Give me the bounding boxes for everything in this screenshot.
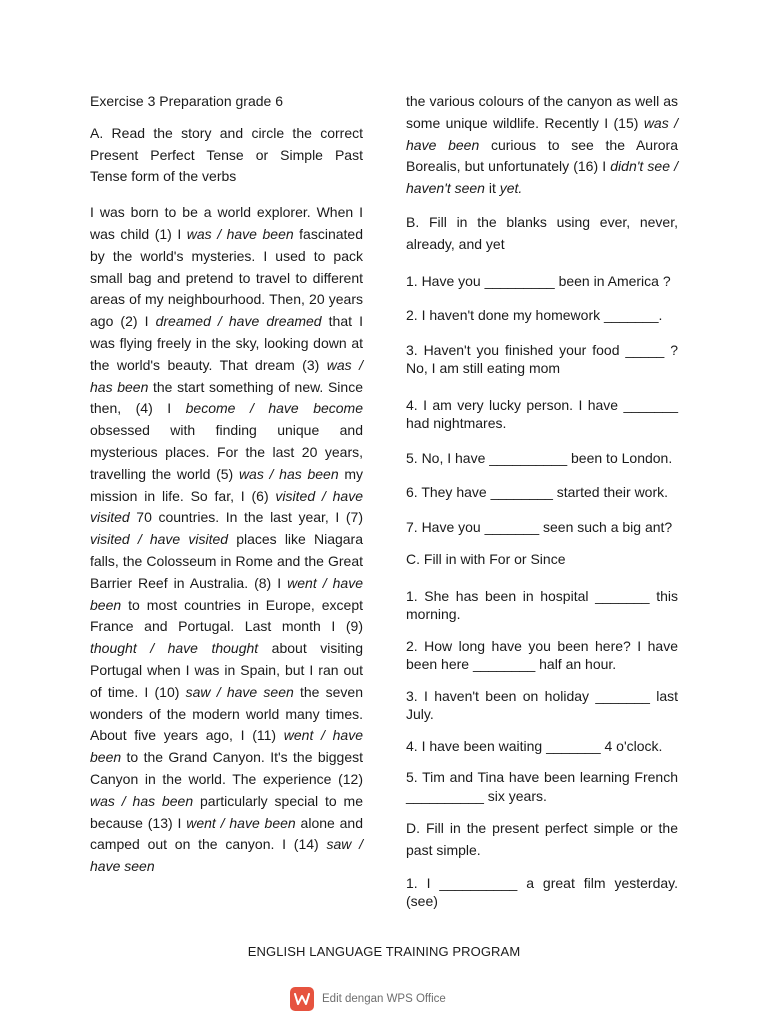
- question-item: 6. They have ________ started their work.: [406, 484, 669, 501]
- question-item: 1. Have you _________ been in America ?: [406, 272, 671, 289]
- story-segment: curious to see the Aurora Borealis, but unfortunately (16) I: [406, 136, 678, 175]
- question-item: 4. I have been waiting _______ 4 o'clock.: [406, 737, 663, 754]
- question-item: 1. I __________ a great film yesterday. (see): [406, 874, 678, 910]
- story-text: [90, 202, 363, 878]
- story-segment: the various colours of the canyon as well as some unique wildlife. Recently I (15): [406, 93, 678, 131]
- question-item: 5. No, I have __________ been to London.: [406, 449, 673, 466]
- verb-choice: went / have been: [90, 574, 363, 613]
- story-segment: 70 countries. In the last year, I (7): [129, 509, 363, 526]
- story-segment: about visiting Portugal when I was in Spain, but I ran out of time. I (10): [90, 640, 363, 700]
- story-segment: that I was flying freely in the sky, looking down at the world's beauty. That dream (3): [90, 313, 363, 373]
- verb-choice: was / has been: [90, 356, 363, 395]
- section-b-heading: B. Fill in the blanks using ever, never, already, and yet: [406, 213, 678, 252]
- section-c-heading: C. Fill in with For or Since: [406, 551, 566, 568]
- story-segment: particularly special to me because (13) I: [90, 792, 364, 831]
- story-segment: the seven wonders of the modern world many times. About five years ago, I (11): [90, 683, 364, 744]
- verb-choice: was / has been: [90, 792, 194, 809]
- verb-choice: saw / have seen: [90, 836, 363, 875]
- verb-choice: went / have been: [186, 814, 296, 831]
- section-d-heading: D. Fill in the present perfect simple or the past simple.: [406, 820, 678, 859]
- wps-watermark-label: Edit dengan WPS Office: [322, 993, 446, 1005]
- story-segment: alone and camped out on the canyon. I (14): [90, 814, 364, 853]
- section-d-list: [406, 874, 678, 911]
- section-c-list: [406, 587, 678, 806]
- verb-choice: was / has been: [238, 465, 339, 482]
- wps-logo-icon: [290, 987, 314, 1011]
- story-segment: I was born to be a world explorer. When I was child (1) I: [90, 204, 363, 242]
- question-item: 5. Tim and Tina have been learning French __________ six years.: [406, 769, 678, 804]
- verb-choice: yet.: [499, 180, 523, 197]
- story-segment: obsessed with finding unique and mysterious places. For the last 20 years, travelling the world (5): [90, 422, 363, 482]
- verb-choice: saw / have seen: [185, 683, 294, 700]
- page-footer: ENGLISH LANGUAGE TRAINING PROGRAM: [247, 944, 521, 959]
- story-segment: places like Niagara falls, the Colosseum in Rome and the Great Barrier Reef in Australia. (8) I: [90, 531, 364, 591]
- section-a-heading: A. Read the story and circle the correct Present Perfect Tense or Simple Past Tense form of the verbs: [90, 124, 363, 185]
- story-segment: my mission in life. So far, I (6): [90, 465, 363, 504]
- verb-choice: visited / have visited: [90, 487, 363, 526]
- verb-choice: didn't see / haven't seen: [406, 158, 678, 197]
- verb-choice: was / have been: [406, 114, 678, 153]
- right-column: [406, 91, 678, 911]
- story-segment: to most countries in Europe, except France and Portugal. Last month I (9): [90, 596, 363, 635]
- story-segment: it: [484, 180, 500, 197]
- left-column: [90, 91, 363, 878]
- exercise-title: Exercise 3 Preparation grade 6: [90, 93, 283, 109]
- verb-choice: dreamed / have dreamed: [155, 313, 322, 330]
- question-item: 4. I am very lucky person. I have _______ had nightmares.: [406, 396, 678, 432]
- verb-choice: visited / have visited: [90, 531, 229, 548]
- question-item: 3. I haven't been on holiday _______ last July.: [406, 687, 678, 723]
- section-b-list: [406, 272, 678, 537]
- question-item: 7. Have you _______ seen such a big ant?: [406, 518, 673, 535]
- verb-choice: become / have become: [185, 400, 363, 417]
- story-segment: to the Grand Canyon. It's the biggest Canyon in the world. The experience (12): [90, 749, 363, 787]
- story-segment: the start something of new. Since then, (4) I: [90, 378, 363, 417]
- story-segment: fascinated by the world's mysteries. I used to pack small bag and pretend to travel to different areas of my neighbourhood. Then, 20 years ago (2) I: [90, 225, 363, 330]
- verb-choice: was / have been: [186, 225, 294, 242]
- question-item: 2. I haven't done my homework _______.: [406, 307, 663, 324]
- verb-choice: went / have been: [90, 727, 363, 766]
- question-item: 1. She has been in hospital _______ this morning.: [406, 587, 678, 623]
- question-item: 2. How long have you been here? I have been here ________ half an hour.: [406, 637, 678, 673]
- question-item: 3. Haven't you finished your food _____ ? No, I am still eating mom: [406, 341, 678, 377]
- wps-watermark[interactable]: [290, 985, 446, 1013]
- verb-choice: thought / have thought: [90, 640, 259, 657]
- story-text-continued: [406, 91, 678, 200]
